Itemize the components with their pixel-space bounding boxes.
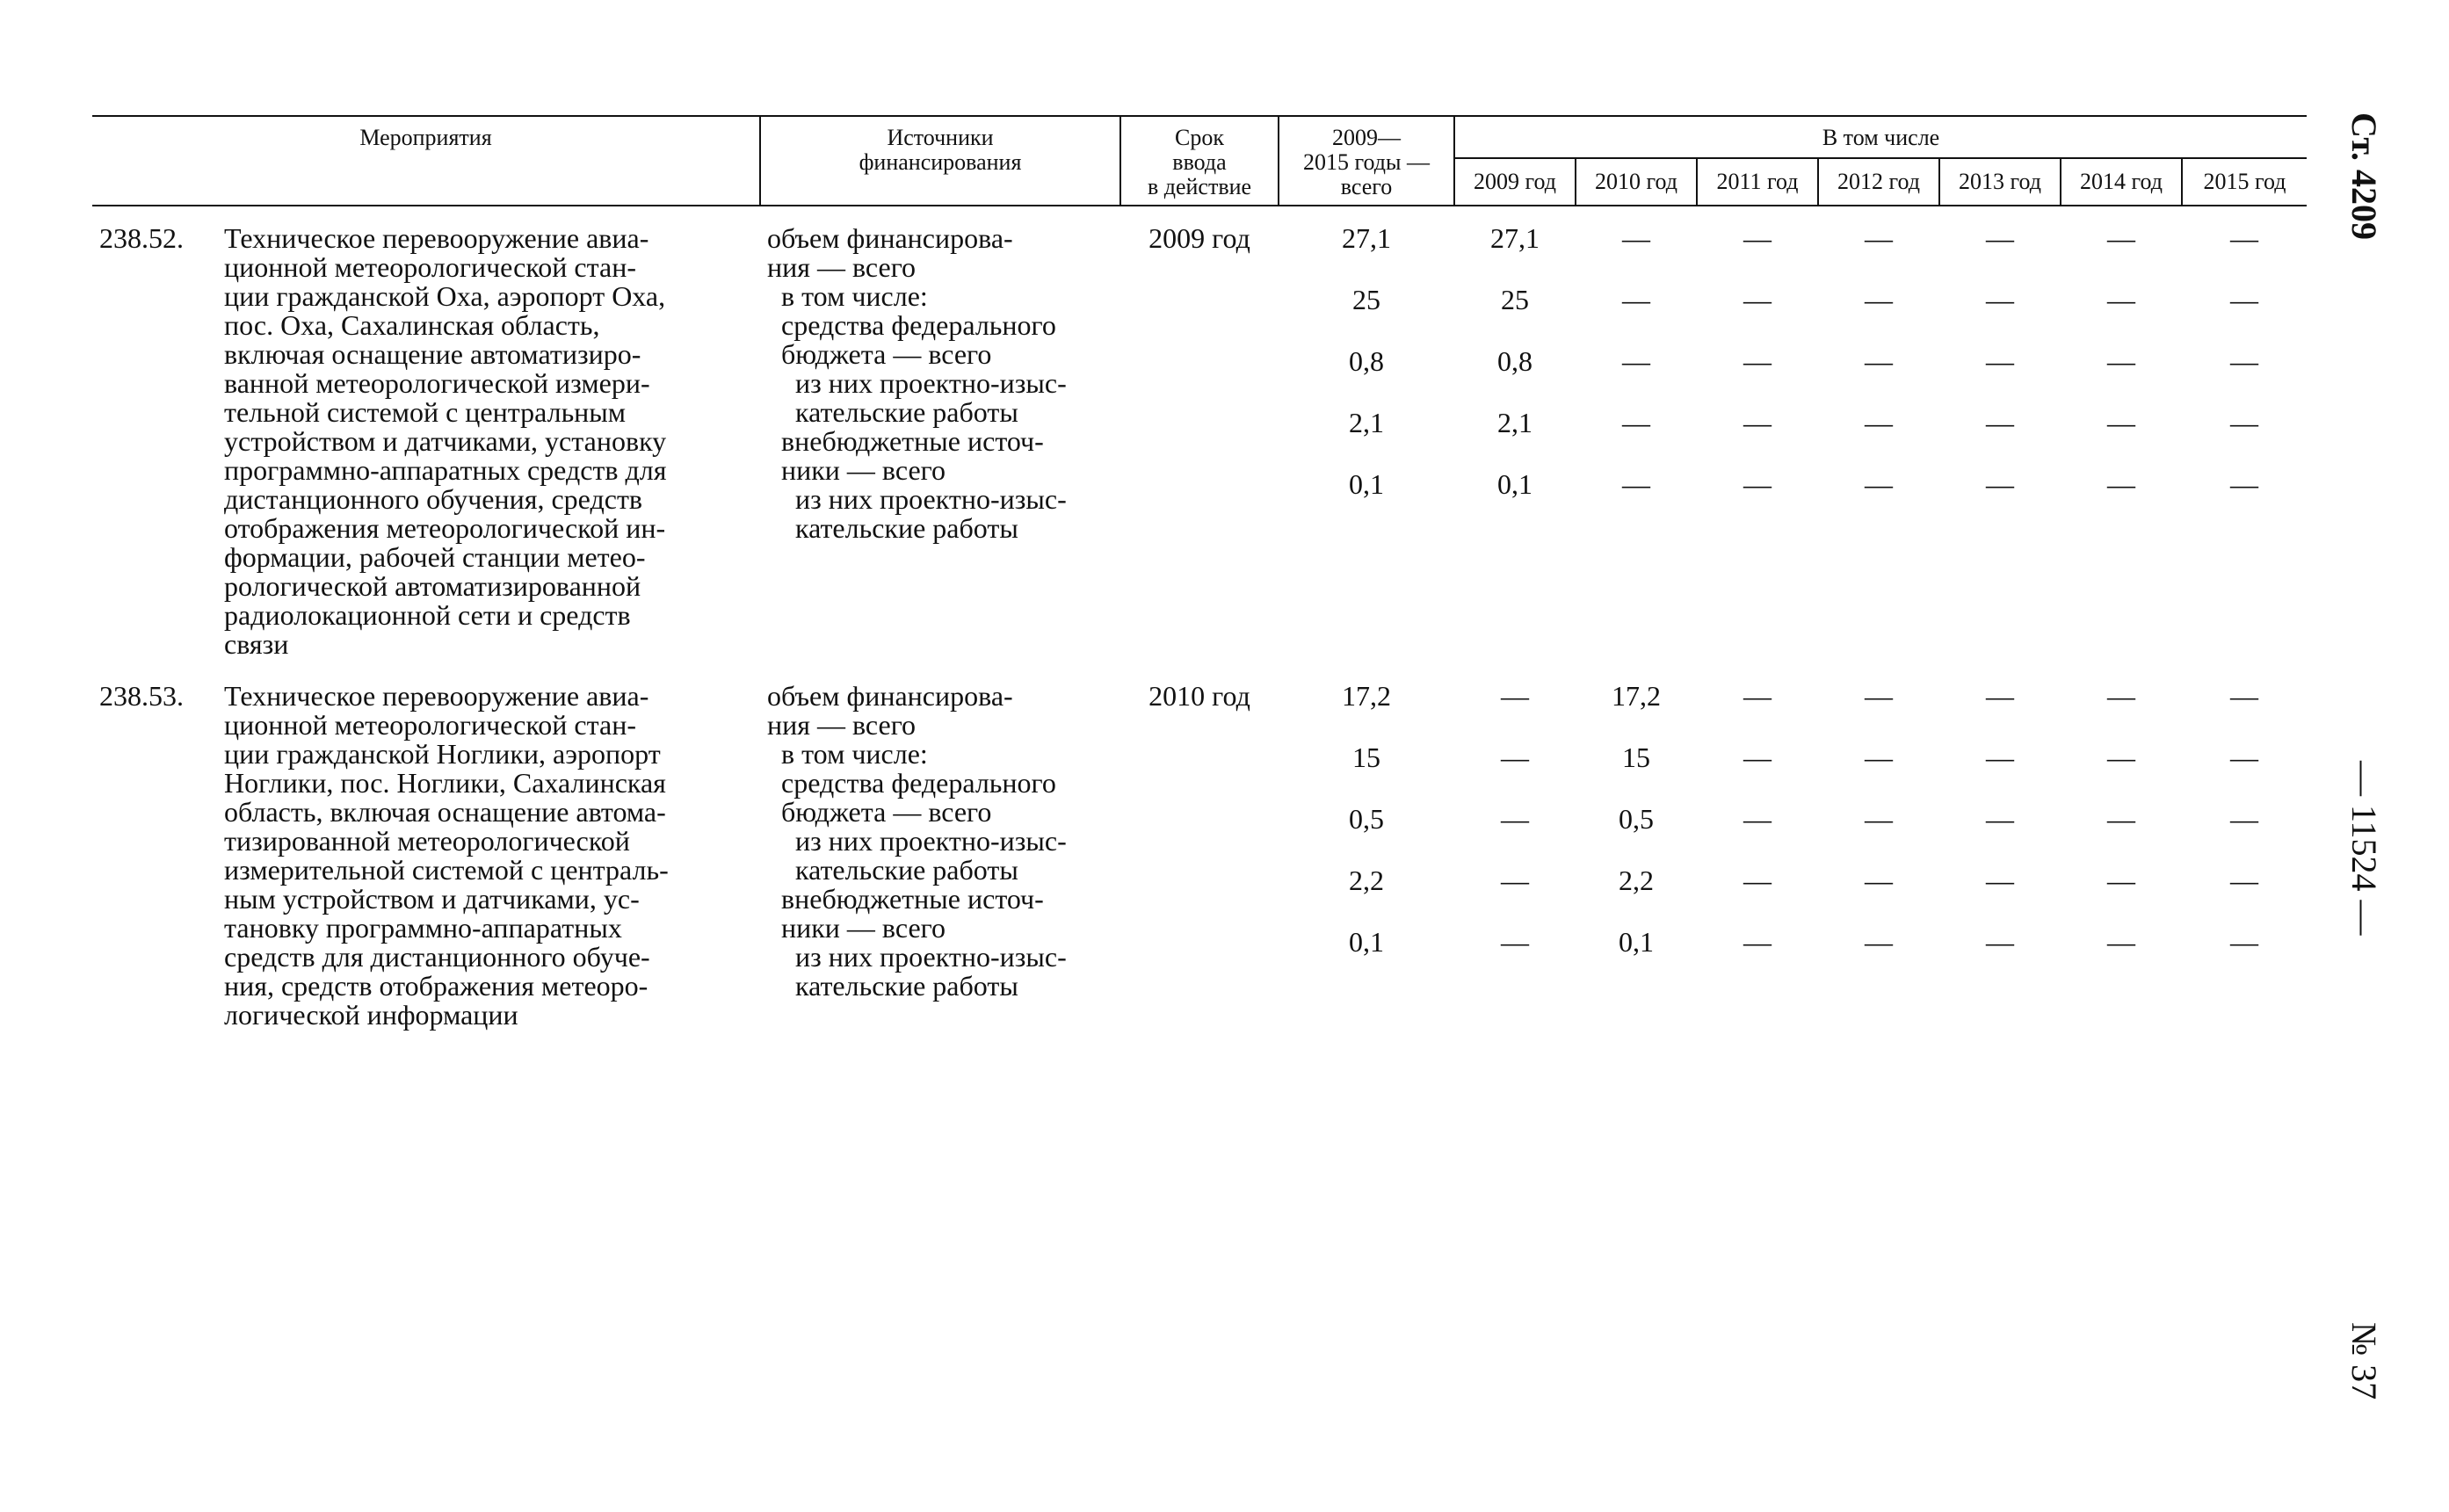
row-number: 238.52. <box>99 222 184 254</box>
table-row <box>92 682 2307 1030</box>
header-year: 2010 год <box>1576 158 1697 206</box>
row-values-total: 17,2 15 0,5 2,2 0,1 <box>1342 680 1391 958</box>
row-values-2009: — — — — — <box>1501 680 1529 958</box>
header-year: 2014 год <box>2061 158 2182 206</box>
row-values-total: 27,1 25 0,8 2,1 0,1 <box>1342 222 1391 500</box>
header-year: 2012 год <box>1818 158 1939 206</box>
header-total: 2009— 2015 годы — всего <box>1279 116 1454 206</box>
row-sources: объем финансирова- ния — всего в том числе: средства федерального бюджета — всего из них проектно-изыс- кательские работы внебюджетные источ- ники — всего из них проектно-изыс- кательские работы <box>767 680 1067 1002</box>
page-number: — 11524 — <box>2344 761 2384 936</box>
row-values-2010: — — — — — <box>1622 222 1650 500</box>
header-sources: Источники финансирования <box>760 116 1120 206</box>
row-description <box>224 682 760 1030</box>
table-row <box>92 224 2307 659</box>
header-including: В том числе <box>1454 116 2307 158</box>
row-values-2011: — — — — — <box>1743 222 1772 500</box>
row-values-2009: 27,1 25 0,8 2,1 0,1 <box>1490 222 1540 500</box>
header-year: 2011 год <box>1697 158 1818 206</box>
description-text: Техническое перевооружение авиа- ционной метеорологической стан- ции гражданской Оха, аэропорт Оха, пос. Оха, Сахалинская область, включая оснащение автоматизиро- ванной метеорологической измери- тельной системой с центральным устройством и датчиками, установку программно-аппаратных средств для дистанционного обучения, средств отображения метеорологической ин- формации, рабочей станции метео- рологической автоматизированной радиолокационной сети и средств связи <box>224 222 667 660</box>
header-activities: Мероприятия <box>92 116 760 206</box>
issue-number: № 37 <box>2344 1322 2384 1400</box>
row-description <box>224 224 760 659</box>
row-values-2015: — — — — — <box>2230 680 2259 958</box>
article-number: Ст. 4209 <box>2344 112 2384 240</box>
header-year: 2015 год <box>2182 158 2307 206</box>
budget-table <box>92 115 2307 1030</box>
row-values-2013: — — — — — <box>1986 222 2014 500</box>
row-values-2012: — — — — — <box>1865 680 1893 958</box>
row-number: 238.53. <box>99 680 184 712</box>
row-sources: объем финансирова- ния — всего в том числе: средства федерального бюджета — всего из них проектно-изыс- кательские работы внебюджетные источ- ники — всего из них проектно-изыс- кательские работы <box>767 222 1067 544</box>
row-term: 2010 год <box>1148 680 1250 712</box>
header-year: 2013 год <box>1939 158 2061 206</box>
row-values-2011: — — — — — <box>1743 680 1772 958</box>
description-text: Техническое перевооружение авиа- ционной метеорологической стан- ции гражданской Ноглики, аэропорт Ноглики, пос. Ноглики, Сахалинская область, включая оснащение автома- тизированной метеорологической измерительной системой с централь- ным устройством и датчиками, ус- тановку программно-аппаратных средств для дистанционного обуче- ния, средств отображения метеоро- логической информации <box>224 680 669 1031</box>
table-header <box>92 116 2307 206</box>
header-year: 2009 год <box>1454 158 1576 206</box>
row-term: 2009 год <box>1148 222 1250 254</box>
row-values-2010: 17,2 15 0,5 2,2 0,1 <box>1612 680 1661 958</box>
header-term: Срок ввода в действие <box>1120 116 1279 206</box>
row-values-2015: — — — — — <box>2230 222 2259 500</box>
row-values-2012: — — — — — <box>1865 222 1893 500</box>
row-values-2014: — — — — — <box>2107 680 2135 958</box>
row-values-2013: — — — — — <box>1986 680 2014 958</box>
row-values-2014: — — — — — <box>2107 222 2135 500</box>
